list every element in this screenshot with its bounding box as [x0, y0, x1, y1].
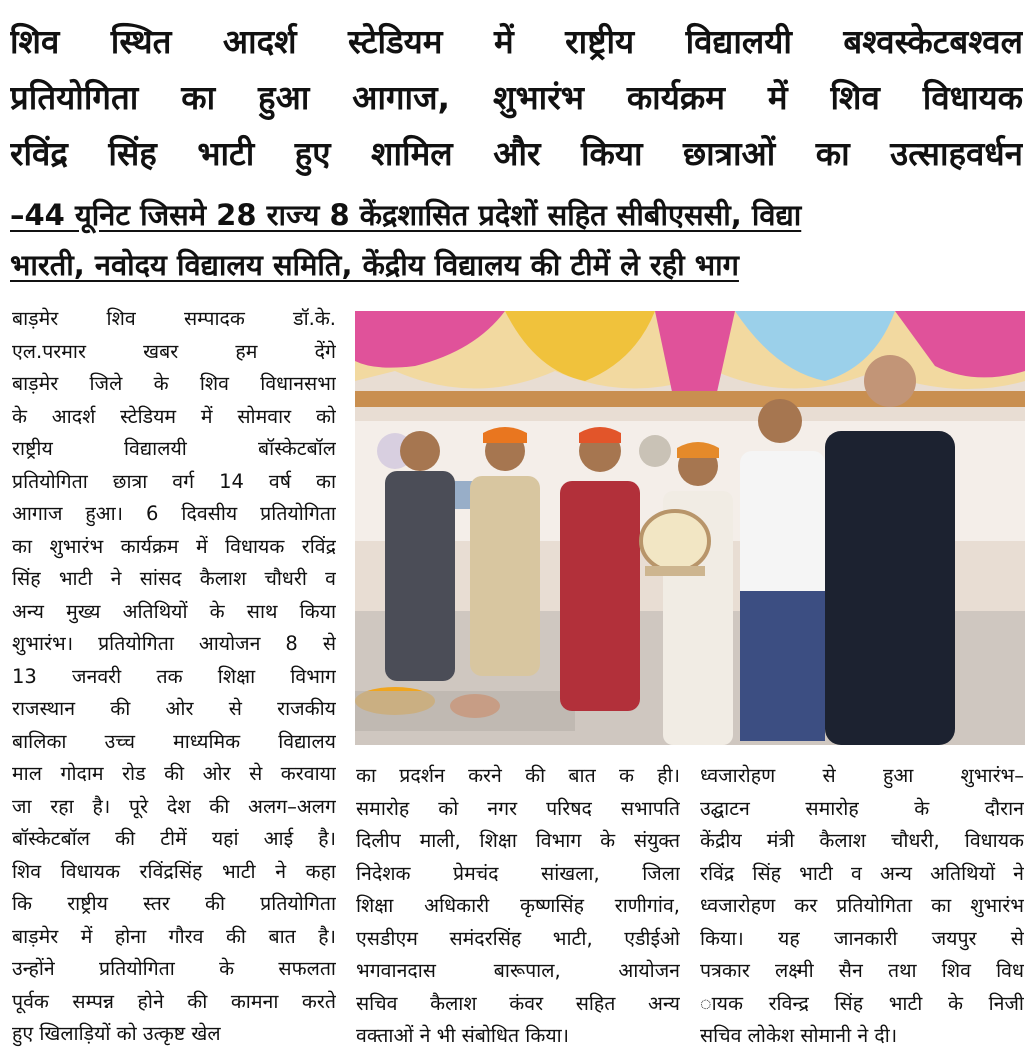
news-photo: [355, 311, 1025, 745]
headline-line: रविंद्र सिंह भाटी हुए शामिल और किया छात्राओं का उत्साहवर्धन: [10, 134, 1023, 173]
headline-line: प्रतियोगिता का हुआ आगाज, शुभारंभ कार्यक्रम में शिव विधायक: [10, 78, 1023, 117]
article-line: हुए खिलाड़ियों को उत्कृष्ट खेल: [12, 1022, 221, 1045]
article-line: शिक्षा अधिकारी कृष्णसिंह राणीगांव,: [356, 894, 680, 917]
article-line: ध्वजारोहण कर प्रतियोगिता का शुभारंभ: [700, 894, 1024, 917]
article-line: ध्वजारोहण से हुआ शुभारंभ–: [700, 764, 1024, 787]
article-line: केंद्रीय मंत्री कैलाश चौधरी, विधायक: [700, 829, 1024, 852]
article-column-1: [12, 303, 336, 1051]
article-line: पत्रकार लक्ष्मी सैन तथा शिव विध: [700, 959, 1024, 982]
article-column-3: [700, 760, 1024, 1053]
article-line: किया। यह जानकारी जयपुर से: [700, 926, 1024, 950]
article-line: बॉस्केटबॉल की टीमें यहां आई है।: [12, 827, 336, 850]
article-line: सचिव लोकेश सोमानी ने दी।: [700, 1024, 898, 1047]
article-line: रविंद्र सिंह भाटी व अन्य अतिथियों ने: [700, 861, 1024, 885]
subheadline-line: –44 यूनिट जिसमे 28 राज्य 8 केंद्रशासित प्रदेशों सहित सीबीएससी, विद्या: [10, 198, 802, 232]
article-line: का प्रदर्शन करने की बात क ही।: [356, 764, 680, 787]
article-line: भगवानदास बारूपाल, आयोजन: [356, 959, 680, 982]
article-line: उद्घाटन समारोह के दौरान: [700, 796, 1024, 820]
article-column-2: [356, 760, 680, 1053]
article-line: राष्ट्रीय विद्यालयी बॉस्केटबॉल: [12, 437, 336, 460]
article-line: सिंह भाटी ने सांसद कैलाश चौधरी व: [12, 567, 336, 590]
article-line: निदेशक प्रेमचंद सांखला, जिला: [356, 861, 680, 885]
article-line: सचिव कैलाश कंवर सहित अन्य: [356, 991, 680, 1015]
news-photo-illustration: [355, 311, 1025, 745]
article-line: उन्होंने प्रतियोगिता के सफलता: [12, 957, 336, 980]
article-line: बाड़मेर में होना गौरव की बात है।: [12, 924, 336, 948]
article-line: ायक रविन्द्र सिंह भाटी के निजी: [700, 991, 1024, 1015]
article-line: वक्ताओं ने भी संबोधित किया।: [356, 1024, 570, 1047]
article-line: के आदर्श स्टेडियम में सोमवार को: [12, 404, 336, 428]
article-line: का शुभारंभ कार्यक्रम में विधायक रविंद्र: [12, 534, 336, 558]
article-line: दिलीप माली, शिक्षा विभाग के संयुक्त: [356, 829, 680, 852]
article-line: शिव विधायक रविंद्रसिंह भाटी ने कहा: [12, 859, 336, 883]
article-line: राजस्थान की ओर से राजकीय: [12, 697, 336, 720]
article-line: समारोह को नगर परिषद सभापति: [356, 796, 680, 820]
subheadline: [10, 190, 1023, 290]
article-line: माल गोदाम रोड की ओर से करवाया: [12, 762, 336, 785]
article-line: कि राष्ट्रीय स्तर की प्रतियोगिता: [12, 892, 336, 915]
article-line: अन्य मुख्य अतिथियों के साथ किया: [12, 599, 336, 623]
article-line: जा रहा है। पूरे देश की अलग–अलग: [12, 794, 336, 818]
subheadline-line: भारती, नवोदय विद्यालय समिति, केंद्रीय विद्यालय की टीमें ले रही भाग: [10, 248, 739, 282]
article-line: एसडीएम समंदरसिंह भाटी, एडीईओ: [356, 926, 680, 950]
headline-line: शिव स्थित आदर्श स्टेडियम में राष्ट्रीय विद्यालयी बश्वस्केटबश्वल: [10, 22, 1023, 61]
headline: [10, 14, 1023, 182]
article-line: बालिका उच्च माध्यमिक विद्यालय: [12, 729, 336, 753]
article-line: बाड़मेर जिले के शिव विधानसभा: [12, 372, 336, 395]
article-line: एल.परमार खबर हम देंगे: [12, 339, 336, 363]
article-line: प्रतियोगिता छात्रा वर्ग 14 वर्ष का: [12, 469, 336, 493]
article-line: 13 जनवरी तक शिक्षा विभाग: [12, 664, 336, 688]
article-line: आगाज हुआ। 6 दिवसीय प्रतियोगिता: [12, 502, 336, 525]
article-line: शुभारंभ। प्रतियोगिता आयोजन 8 से: [12, 632, 336, 655]
article-line: बाड़मेर शिव सम्पादक डॉ.के.: [12, 307, 336, 330]
article-line: पूर्वक सम्पन्न होने की कामना करते: [12, 989, 336, 1013]
